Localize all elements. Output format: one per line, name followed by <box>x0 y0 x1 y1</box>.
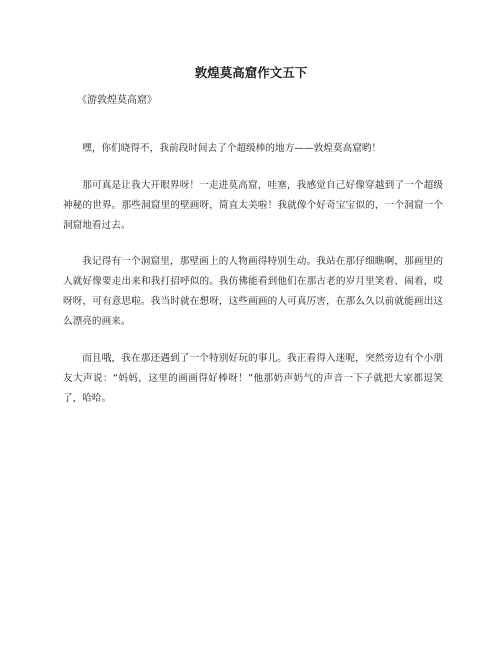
paragraph-4: 而且哦，我在那还遇到了一个特别好玩的事儿。我正看得入迷呢，突然旁边有个小朋友大声说：“妈妈，这里的画画得好棒呀！”他那奶声奶气的声音一下子就把大家都逗笑了，哈哈。 <box>63 352 443 404</box>
document-title: 敦煌莫高窟作文五下 <box>194 65 308 80</box>
paragraph-1: 嘿，你们晓得不，我前段时间去了个超级棒的地方——敦煌莫高窟哟！ <box>82 143 382 154</box>
paragraph-2: 那可真是让我大开眼界呀！一走进莫高窟，哇塞，我感觉自己好像穿越到了一个超级神秘的世界。那些洞窟里的壁画呀，简直太美啦！我就像个好奇宝宝似的，一个洞窟一个洞窟地看过去。 <box>63 179 443 231</box>
document-subtitle: 《游敦煌莫高窟》 <box>77 95 157 106</box>
paragraph-3: 我记得有一个洞窟里，那壁画上的人物画得特别生动。我站在那仔细瞧啊，那画里的人就好像要走出来和我打招呼似的。我仿佛能看到他们在那古老的岁月里笑着、闹着，哎呀呀，可有意思啦。我当时就在想呀，这些画画的人可真厉害，在那么久以前就能画出这么漂亮的画来。 <box>63 256 443 327</box>
document-body <box>63 139 443 425</box>
